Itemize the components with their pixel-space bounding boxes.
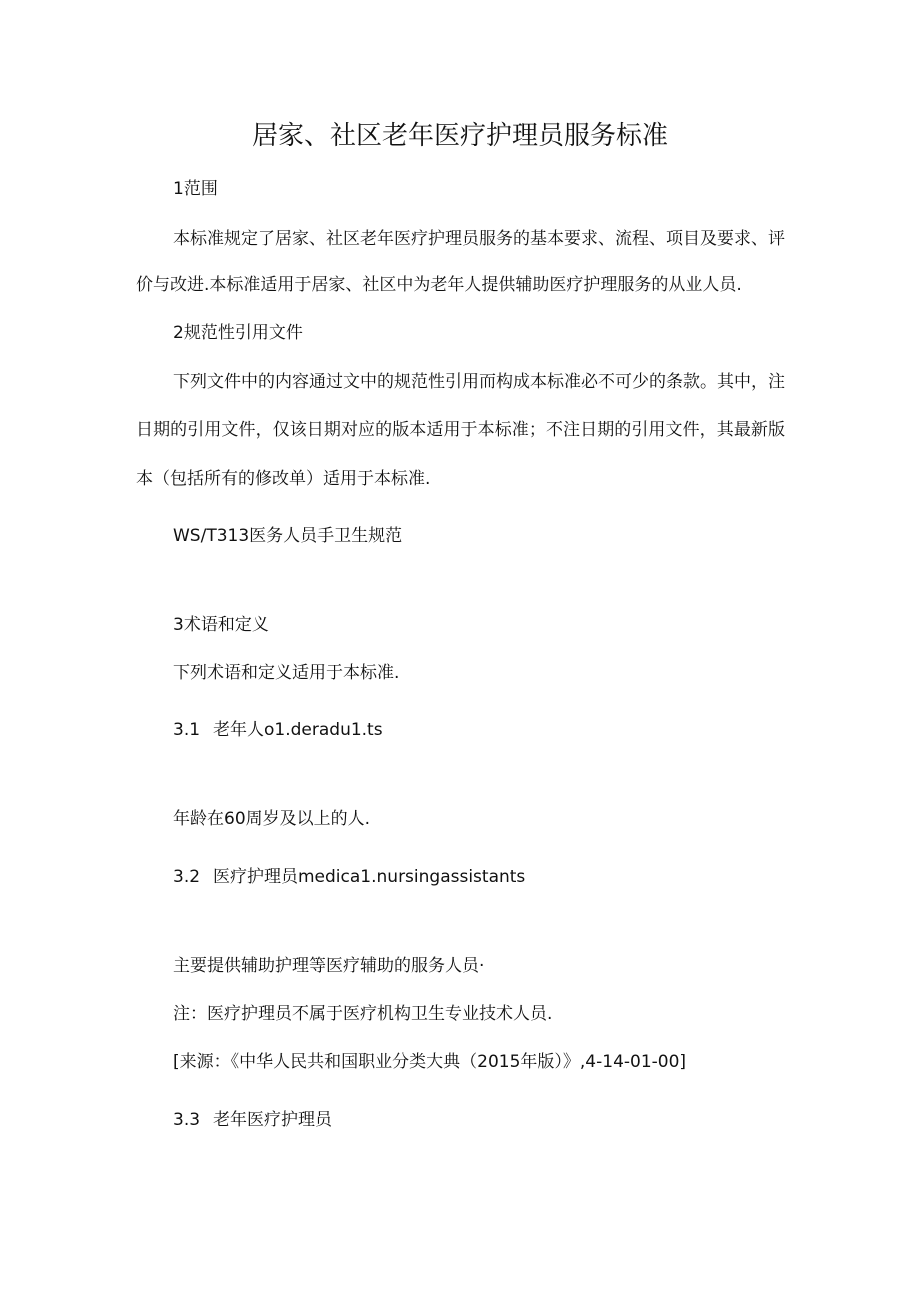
term-3-1-number: 3.1 [173,720,201,740]
section-2-paragraph-line-1: 下列文件中的内容通过文中的规范性引用而构成本标准必不可少的条款。其中，注 [173,372,785,392]
section-2-paragraph-line-3: 本（包括所有的修改单）适用于本标准. [136,469,431,489]
term-3-2-number: 3.2 [173,867,201,887]
normative-reference: WS/T313医务人员手卫生规范 [173,526,403,546]
term-3-3-number: 3.3 [173,1110,201,1130]
term-3-2-source: [来源：《中华人民共和国职业分类大典（2015年版）》,4-14-01-00] [173,1052,687,1072]
term-3-1-definition: 年龄在60周岁及以上的人. [173,809,371,829]
section-2-paragraph-line-2: 日期的引用文件，仅该日期对应的版本适用于本标准；不注日期的引用文件，其最新版 [136,420,785,440]
term-3-1-label: 老年人o1.deradu1.ts [213,720,383,740]
term-3-2-note: 注：医疗护理员不属于医疗机构卫生专业技术人员. [173,1004,553,1024]
term-3-3 [173,1108,332,1132]
section-1-paragraph-line-1: 本标准规定了居家、社区老年医疗护理员服务的基本要求、流程、项目及要求、评 [173,229,785,249]
term-3-2-label: 医疗护理员medica1.nursingassistants [213,867,526,887]
term-3-2-definition: 主要提供辅助护理等医疗辅助的服务人员· [173,956,485,976]
term-3-3-label: 老年医疗护理员 [213,1110,332,1130]
section-1-heading: 1范围 [173,179,218,199]
section-2-heading: 2规范性引用文件 [173,323,303,343]
section-1-paragraph-line-2: 价与改进.本标准适用于居家、社区中为老年人提供辅助医疗护理服务的从业人员. [136,275,742,295]
section-3-heading: 3术语和定义 [173,615,269,635]
document-title: 居家、社区老年医疗护理员服务标准 [251,121,668,151]
term-3-1 [173,718,383,742]
term-3-2 [173,865,525,889]
section-3-intro: 下列术语和定义适用于本标准. [173,663,400,683]
